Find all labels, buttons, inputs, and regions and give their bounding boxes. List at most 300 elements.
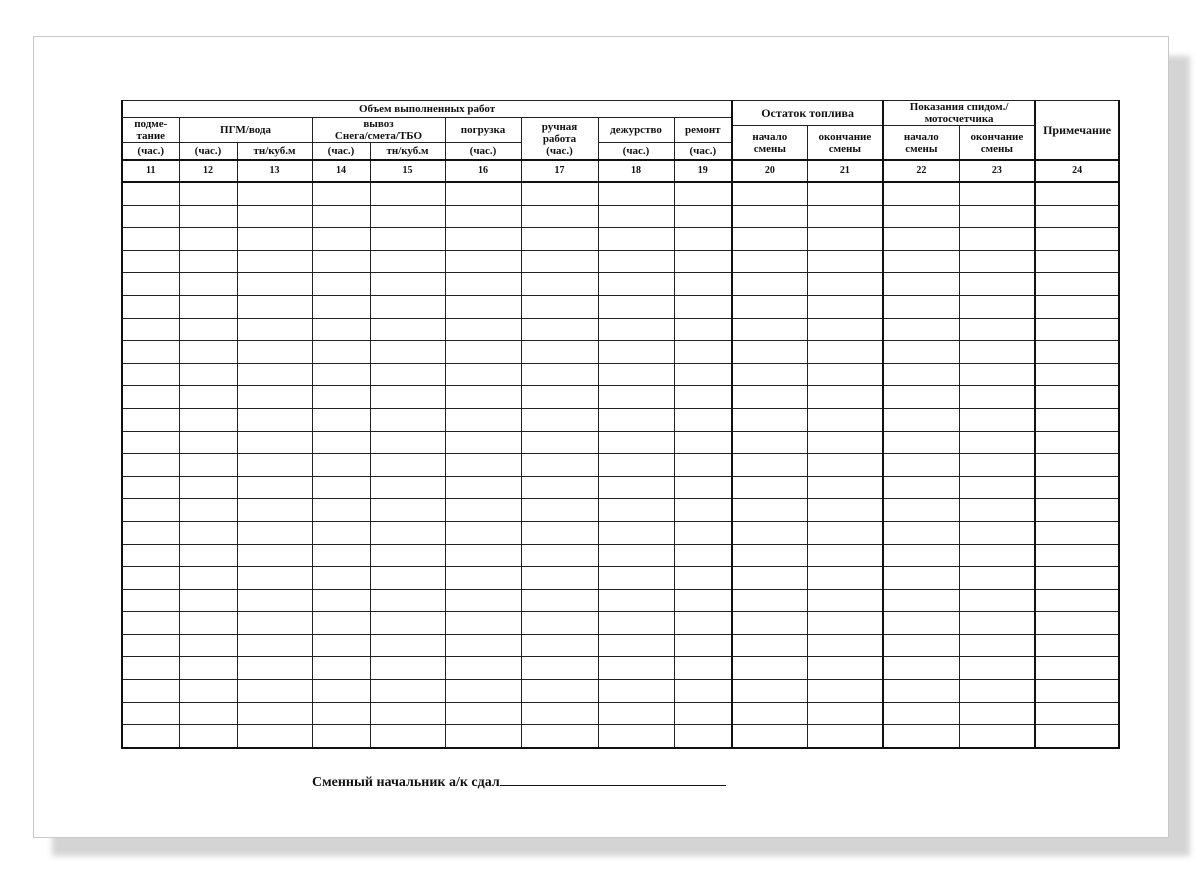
entry-cell[interactable] (445, 476, 521, 499)
entry-cell[interactable] (312, 250, 370, 273)
entry-cell[interactable] (122, 567, 179, 590)
entry-cell[interactable] (1035, 341, 1119, 364)
entry-cell[interactable] (521, 318, 598, 341)
entry-cell[interactable] (122, 725, 179, 748)
entry-cell[interactable] (959, 318, 1035, 341)
entry-cell[interactable] (237, 567, 312, 590)
entry-cell[interactable] (312, 363, 370, 386)
entry-cell[interactable] (237, 634, 312, 657)
entry-cell[interactable] (521, 725, 598, 748)
entry-cell[interactable] (883, 657, 959, 680)
entry-cell[interactable] (370, 408, 445, 431)
entry-cell[interactable] (521, 295, 598, 318)
entry-cell[interactable] (674, 408, 732, 431)
entry-cell[interactable] (122, 499, 179, 522)
entry-cell[interactable] (312, 454, 370, 477)
entry-cell[interactable] (807, 544, 883, 567)
entry-cell[interactable] (237, 657, 312, 680)
entry-cell[interactable] (883, 182, 959, 205)
entry-cell[interactable] (312, 341, 370, 364)
entry-cell[interactable] (598, 228, 674, 251)
entry-cell[interactable] (370, 205, 445, 228)
entry-cell[interactable] (237, 228, 312, 251)
entry-cell[interactable] (370, 634, 445, 657)
entry-cell[interactable] (883, 589, 959, 612)
entry-cell[interactable] (598, 454, 674, 477)
entry-cell[interactable] (445, 250, 521, 273)
entry-cell[interactable] (237, 205, 312, 228)
entry-cell[interactable] (521, 454, 598, 477)
entry-cell[interactable] (122, 363, 179, 386)
entry-cell[interactable] (883, 386, 959, 409)
entry-cell[interactable] (1035, 657, 1119, 680)
entry-cell[interactable] (445, 341, 521, 364)
entry-cell[interactable] (732, 363, 807, 386)
entry-cell[interactable] (598, 205, 674, 228)
entry-cell[interactable] (370, 702, 445, 725)
entry-cell[interactable] (883, 476, 959, 499)
entry-cell[interactable] (1035, 476, 1119, 499)
entry-cell[interactable] (122, 182, 179, 205)
entry-cell[interactable] (521, 521, 598, 544)
entry-cell[interactable] (122, 634, 179, 657)
entry-cell[interactable] (370, 386, 445, 409)
entry-cell[interactable] (674, 295, 732, 318)
entry-cell[interactable] (1035, 250, 1119, 273)
entry-cell[interactable] (732, 318, 807, 341)
entry-cell[interactable] (237, 544, 312, 567)
entry-cell[interactable] (179, 725, 237, 748)
entry-cell[interactable] (237, 431, 312, 454)
entry-cell[interactable] (521, 228, 598, 251)
entry-cell[interactable] (237, 499, 312, 522)
entry-cell[interactable] (1035, 386, 1119, 409)
entry-cell[interactable] (237, 680, 312, 703)
entry-cell[interactable] (807, 567, 883, 590)
entry-cell[interactable] (122, 544, 179, 567)
entry-cell[interactable] (674, 567, 732, 590)
entry-cell[interactable] (598, 182, 674, 205)
entry-cell[interactable] (179, 250, 237, 273)
entry-cell[interactable] (807, 318, 883, 341)
entry-cell[interactable] (312, 634, 370, 657)
entry-cell[interactable] (732, 725, 807, 748)
entry-cell[interactable] (807, 499, 883, 522)
entry-cell[interactable] (179, 182, 237, 205)
entry-cell[interactable] (674, 341, 732, 364)
entry-cell[interactable] (959, 205, 1035, 228)
entry-cell[interactable] (521, 386, 598, 409)
entry-cell[interactable] (370, 725, 445, 748)
entry-cell[interactable] (370, 521, 445, 544)
entry-cell[interactable] (237, 589, 312, 612)
entry-cell[interactable] (1035, 182, 1119, 205)
entry-cell[interactable] (1035, 680, 1119, 703)
entry-cell[interactable] (674, 499, 732, 522)
entry-cell[interactable] (807, 476, 883, 499)
entry-cell[interactable] (598, 725, 674, 748)
entry-cell[interactable] (179, 544, 237, 567)
entry-cell[interactable] (883, 341, 959, 364)
entry-cell[interactable] (445, 521, 521, 544)
entry-cell[interactable] (312, 228, 370, 251)
entry-cell[interactable] (521, 363, 598, 386)
entry-cell[interactable] (1035, 521, 1119, 544)
entry-cell[interactable] (1035, 725, 1119, 748)
entry-cell[interactable] (237, 386, 312, 409)
entry-cell[interactable] (122, 273, 179, 296)
entry-cell[interactable] (237, 476, 312, 499)
entry-cell[interactable] (674, 386, 732, 409)
entry-cell[interactable] (521, 634, 598, 657)
entry-cell[interactable] (807, 363, 883, 386)
entry-cell[interactable] (883, 408, 959, 431)
entry-cell[interactable] (312, 589, 370, 612)
entry-cell[interactable] (674, 273, 732, 296)
entry-cell[interactable] (732, 657, 807, 680)
entry-cell[interactable] (312, 499, 370, 522)
entry-cell[interactable] (674, 228, 732, 251)
entry-cell[interactable] (883, 499, 959, 522)
entry-cell[interactable] (674, 318, 732, 341)
entry-cell[interactable] (521, 205, 598, 228)
entry-cell[interactable] (674, 250, 732, 273)
entry-cell[interactable] (237, 454, 312, 477)
entry-cell[interactable] (179, 499, 237, 522)
entry-cell[interactable] (598, 657, 674, 680)
entry-cell[interactable] (237, 408, 312, 431)
entry-cell[interactable] (521, 567, 598, 590)
entry-cell[interactable] (122, 657, 179, 680)
entry-cell[interactable] (521, 702, 598, 725)
entry-cell[interactable] (370, 318, 445, 341)
entry-cell[interactable] (445, 702, 521, 725)
entry-cell[interactable] (959, 363, 1035, 386)
entry-cell[interactable] (598, 589, 674, 612)
entry-cell[interactable] (370, 182, 445, 205)
entry-cell[interactable] (179, 205, 237, 228)
entry-cell[interactable] (312, 408, 370, 431)
entry-cell[interactable] (732, 273, 807, 296)
entry-cell[interactable] (883, 521, 959, 544)
entry-cell[interactable] (959, 725, 1035, 748)
entry-cell[interactable] (370, 567, 445, 590)
entry-cell[interactable] (122, 386, 179, 409)
entry-cell[interactable] (445, 725, 521, 748)
entry-cell[interactable] (883, 318, 959, 341)
entry-cell[interactable] (674, 657, 732, 680)
entry-cell[interactable] (179, 386, 237, 409)
entry-cell[interactable] (122, 228, 179, 251)
entry-cell[interactable] (959, 341, 1035, 364)
entry-cell[interactable] (1035, 567, 1119, 590)
entry-cell[interactable] (312, 295, 370, 318)
entry-cell[interactable] (445, 408, 521, 431)
entry-cell[interactable] (674, 544, 732, 567)
entry-cell[interactable] (1035, 408, 1119, 431)
entry-cell[interactable] (122, 295, 179, 318)
entry-cell[interactable] (370, 476, 445, 499)
entry-cell[interactable] (179, 228, 237, 251)
entry-cell[interactable] (370, 454, 445, 477)
entry-cell[interactable] (1035, 205, 1119, 228)
entry-cell[interactable] (237, 273, 312, 296)
entry-cell[interactable] (370, 544, 445, 567)
entry-cell[interactable] (674, 363, 732, 386)
entry-cell[interactable] (959, 521, 1035, 544)
entry-cell[interactable] (807, 182, 883, 205)
entry-cell[interactable] (370, 295, 445, 318)
entry-cell[interactable] (598, 295, 674, 318)
entry-cell[interactable] (674, 612, 732, 635)
entry-cell[interactable] (959, 499, 1035, 522)
entry-cell[interactable] (312, 725, 370, 748)
entry-cell[interactable] (122, 341, 179, 364)
entry-cell[interactable] (370, 612, 445, 635)
entry-cell[interactable] (807, 228, 883, 251)
entry-cell[interactable] (674, 205, 732, 228)
entry-cell[interactable] (237, 521, 312, 544)
entry-cell[interactable] (732, 702, 807, 725)
entry-cell[interactable] (370, 273, 445, 296)
entry-cell[interactable] (732, 634, 807, 657)
entry-cell[interactable] (521, 182, 598, 205)
entry-cell[interactable] (521, 476, 598, 499)
entry-cell[interactable] (312, 318, 370, 341)
entry-cell[interactable] (370, 228, 445, 251)
entry-cell[interactable] (883, 544, 959, 567)
entry-cell[interactable] (598, 431, 674, 454)
entry-cell[interactable] (959, 567, 1035, 590)
entry-cell[interactable] (521, 341, 598, 364)
entry-cell[interactable] (598, 341, 674, 364)
entry-cell[interactable] (959, 634, 1035, 657)
entry-cell[interactable] (732, 408, 807, 431)
entry-cell[interactable] (122, 521, 179, 544)
entry-cell[interactable] (445, 567, 521, 590)
entry-cell[interactable] (179, 612, 237, 635)
entry-cell[interactable] (122, 680, 179, 703)
entry-cell[interactable] (732, 228, 807, 251)
entry-cell[interactable] (598, 386, 674, 409)
entry-cell[interactable] (732, 295, 807, 318)
entry-cell[interactable] (598, 634, 674, 657)
entry-cell[interactable] (959, 408, 1035, 431)
entry-cell[interactable] (732, 499, 807, 522)
entry-cell[interactable] (598, 612, 674, 635)
entry-cell[interactable] (445, 634, 521, 657)
entry-cell[interactable] (445, 205, 521, 228)
entry-cell[interactable] (674, 725, 732, 748)
entry-cell[interactable] (959, 182, 1035, 205)
entry-cell[interactable] (179, 273, 237, 296)
entry-cell[interactable] (598, 318, 674, 341)
entry-cell[interactable] (1035, 544, 1119, 567)
entry-cell[interactable] (959, 612, 1035, 635)
entry-cell[interactable] (521, 589, 598, 612)
entry-cell[interactable] (179, 521, 237, 544)
entry-cell[interactable] (122, 408, 179, 431)
entry-cell[interactable] (959, 295, 1035, 318)
entry-cell[interactable] (122, 612, 179, 635)
entry-cell[interactable] (674, 431, 732, 454)
entry-cell[interactable] (122, 205, 179, 228)
entry-cell[interactable] (521, 612, 598, 635)
entry-cell[interactable] (674, 680, 732, 703)
entry-cell[interactable] (883, 273, 959, 296)
entry-cell[interactable] (598, 702, 674, 725)
entry-cell[interactable] (674, 182, 732, 205)
entry-cell[interactable] (521, 250, 598, 273)
entry-cell[interactable] (179, 408, 237, 431)
entry-cell[interactable] (959, 386, 1035, 409)
entry-cell[interactable] (1035, 454, 1119, 477)
entry-cell[interactable] (445, 612, 521, 635)
entry-cell[interactable] (179, 657, 237, 680)
entry-cell[interactable] (521, 431, 598, 454)
entry-cell[interactable] (883, 454, 959, 477)
entry-cell[interactable] (1035, 295, 1119, 318)
entry-cell[interactable] (1035, 589, 1119, 612)
entry-cell[interactable] (674, 476, 732, 499)
entry-cell[interactable] (1035, 612, 1119, 635)
entry-cell[interactable] (807, 680, 883, 703)
entry-cell[interactable] (312, 476, 370, 499)
entry-cell[interactable] (883, 702, 959, 725)
entry-cell[interactable] (959, 544, 1035, 567)
entry-cell[interactable] (237, 341, 312, 364)
entry-cell[interactable] (883, 680, 959, 703)
entry-cell[interactable] (674, 589, 732, 612)
entry-cell[interactable] (521, 408, 598, 431)
entry-cell[interactable] (370, 680, 445, 703)
entry-cell[interactable] (445, 295, 521, 318)
entry-cell[interactable] (122, 431, 179, 454)
entry-cell[interactable] (732, 386, 807, 409)
entry-cell[interactable] (807, 250, 883, 273)
entry-cell[interactable] (370, 341, 445, 364)
entry-cell[interactable] (445, 182, 521, 205)
entry-cell[interactable] (598, 680, 674, 703)
entry-cell[interactable] (883, 228, 959, 251)
entry-cell[interactable] (312, 431, 370, 454)
entry-cell[interactable] (598, 544, 674, 567)
entry-cell[interactable] (445, 499, 521, 522)
entry-cell[interactable] (237, 725, 312, 748)
entry-cell[interactable] (179, 476, 237, 499)
entry-cell[interactable] (674, 454, 732, 477)
entry-cell[interactable] (959, 273, 1035, 296)
entry-cell[interactable] (370, 589, 445, 612)
entry-cell[interactable] (312, 386, 370, 409)
entry-cell[interactable] (122, 250, 179, 273)
entry-cell[interactable] (807, 702, 883, 725)
entry-cell[interactable] (312, 612, 370, 635)
entry-cell[interactable] (122, 454, 179, 477)
entry-cell[interactable] (674, 702, 732, 725)
entry-cell[interactable] (807, 589, 883, 612)
entry-cell[interactable] (732, 205, 807, 228)
entry-cell[interactable] (370, 363, 445, 386)
entry-cell[interactable] (807, 295, 883, 318)
entry-cell[interactable] (445, 657, 521, 680)
entry-cell[interactable] (370, 250, 445, 273)
entry-cell[interactable] (1035, 499, 1119, 522)
entry-cell[interactable] (883, 725, 959, 748)
entry-cell[interactable] (370, 657, 445, 680)
entry-cell[interactable] (807, 431, 883, 454)
entry-cell[interactable] (122, 589, 179, 612)
entry-cell[interactable] (598, 499, 674, 522)
entry-cell[interactable] (732, 250, 807, 273)
entry-cell[interactable] (883, 295, 959, 318)
entry-cell[interactable] (732, 341, 807, 364)
entry-cell[interactable] (521, 657, 598, 680)
entry-cell[interactable] (445, 544, 521, 567)
entry-cell[interactable] (732, 612, 807, 635)
entry-cell[interactable] (883, 612, 959, 635)
entry-cell[interactable] (959, 250, 1035, 273)
entry-cell[interactable] (312, 544, 370, 567)
entry-cell[interactable] (179, 318, 237, 341)
entry-cell[interactable] (732, 544, 807, 567)
entry-cell[interactable] (179, 295, 237, 318)
entry-cell[interactable] (959, 589, 1035, 612)
entry-cell[interactable] (807, 634, 883, 657)
entry-cell[interactable] (521, 680, 598, 703)
entry-cell[interactable] (445, 454, 521, 477)
entry-cell[interactable] (674, 521, 732, 544)
entry-cell[interactable] (807, 205, 883, 228)
entry-cell[interactable] (445, 680, 521, 703)
entry-cell[interactable] (312, 657, 370, 680)
entry-cell[interactable] (312, 567, 370, 590)
entry-cell[interactable] (1035, 228, 1119, 251)
entry-cell[interactable] (807, 612, 883, 635)
entry-cell[interactable] (445, 228, 521, 251)
entry-cell[interactable] (883, 431, 959, 454)
entry-cell[interactable] (959, 228, 1035, 251)
entry-cell[interactable] (179, 702, 237, 725)
signature-line[interactable] (500, 770, 726, 786)
entry-cell[interactable] (807, 273, 883, 296)
entry-cell[interactable] (732, 521, 807, 544)
entry-cell[interactable] (122, 318, 179, 341)
entry-cell[interactable] (807, 386, 883, 409)
entry-cell[interactable] (312, 182, 370, 205)
entry-cell[interactable] (521, 273, 598, 296)
entry-cell[interactable] (959, 431, 1035, 454)
entry-cell[interactable] (1035, 363, 1119, 386)
entry-cell[interactable] (807, 521, 883, 544)
entry-cell[interactable] (445, 431, 521, 454)
entry-cell[interactable] (237, 612, 312, 635)
entry-cell[interactable] (237, 295, 312, 318)
entry-cell[interactable] (883, 363, 959, 386)
entry-cell[interactable] (237, 182, 312, 205)
entry-cell[interactable] (732, 454, 807, 477)
entry-cell[interactable] (732, 589, 807, 612)
entry-cell[interactable] (598, 408, 674, 431)
entry-cell[interactable] (598, 521, 674, 544)
entry-cell[interactable] (598, 363, 674, 386)
entry-cell[interactable] (1035, 702, 1119, 725)
entry-cell[interactable] (1035, 634, 1119, 657)
entry-cell[interactable] (179, 431, 237, 454)
entry-cell[interactable] (122, 476, 179, 499)
entry-cell[interactable] (179, 454, 237, 477)
entry-cell[interactable] (674, 634, 732, 657)
